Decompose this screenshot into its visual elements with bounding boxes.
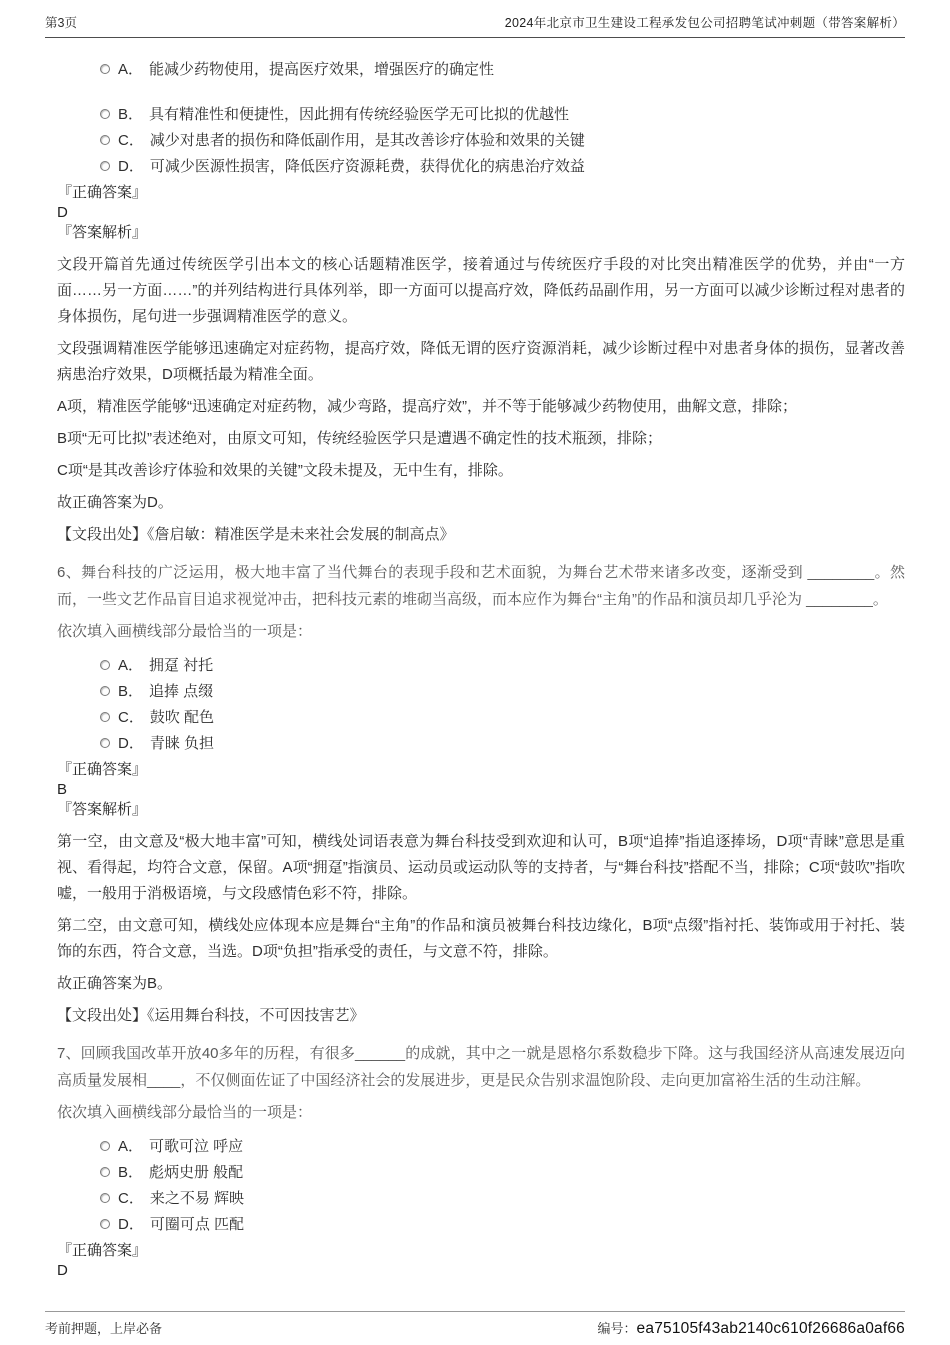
option-text: 来之不易 辉映 bbox=[149, 1189, 245, 1207]
option-letter: B． bbox=[118, 105, 144, 123]
question-6-options bbox=[57, 651, 905, 755]
correct-answer-label: 『正确答案』 bbox=[57, 761, 148, 778]
footer-number bbox=[598, 1318, 905, 1338]
option-radio[interactable] bbox=[100, 1219, 110, 1229]
option-text: 追捧 点缀 bbox=[149, 682, 214, 700]
option-letter: C． bbox=[118, 1189, 144, 1207]
option-text: 青睐 负担 bbox=[149, 734, 215, 752]
q7-option-c-row[interactable] bbox=[57, 1184, 905, 1210]
option-letter: B． bbox=[118, 682, 144, 700]
option-letter: C． bbox=[118, 131, 144, 149]
page-content bbox=[45, 55, 905, 1281]
q6-option-c-row[interactable] bbox=[57, 703, 905, 729]
q6-answer-block bbox=[57, 760, 905, 820]
option-text: 可歌可泣 呼应 bbox=[149, 1137, 244, 1155]
option-letter: B． bbox=[118, 1163, 144, 1181]
q7-option-a-row[interactable] bbox=[57, 1132, 905, 1158]
q5-analysis-paragraph-3: A项，精准医学能够“迅速确定对症药物，减少弯路，提高疗效”，并不等于能够减少药物使用，曲解文意，排除； bbox=[57, 398, 798, 415]
q5-option-d-row[interactable] bbox=[57, 152, 905, 178]
q5-option-c-row[interactable] bbox=[57, 126, 905, 152]
q7-answer-block bbox=[57, 1241, 905, 1281]
q7-option-d-row[interactable] bbox=[57, 1210, 905, 1236]
q6-option-d-row[interactable] bbox=[57, 729, 905, 755]
footer-number-value: ea75105f43ab2140c610f26686a0af66 bbox=[636, 1320, 905, 1337]
document-title: 2024年北京市卫生建设工程承发包公司招聘笔试冲刺题（带答案解析） bbox=[504, 16, 905, 30]
option-radio[interactable] bbox=[100, 660, 110, 670]
option-letter: D． bbox=[118, 1215, 144, 1233]
option-letter: A． bbox=[118, 1137, 144, 1155]
option-letter: C． bbox=[118, 708, 144, 726]
option-letter: D． bbox=[118, 734, 144, 752]
q6-option-b-row[interactable] bbox=[57, 677, 905, 703]
option-letter: D． bbox=[118, 157, 144, 175]
option-radio[interactable] bbox=[100, 64, 110, 74]
option-text: 可圈可点 匹配 bbox=[149, 1215, 245, 1233]
q5-analysis-paragraph-4: B项“无可比拟”表述绝对，由原文可知，传统经验医学只是遭遇不确定性的技术瓶颈，排除； bbox=[57, 430, 662, 447]
q5-correct-answer-value: D bbox=[57, 204, 68, 221]
option-letter: A． bbox=[118, 60, 144, 78]
q6-source-line: 【文段出处】《运用舞台科技，不可因技害艺》 bbox=[57, 1007, 365, 1024]
footer-slogan: 考前押题，上岸必备 bbox=[45, 1321, 163, 1336]
q5-conclusion: 故正确答案为D。 bbox=[57, 494, 173, 511]
page-header bbox=[45, 0, 905, 38]
option-radio[interactable] bbox=[100, 738, 110, 748]
q7-fill-prompt: 依次填入画横线部分最恰当的一项是： bbox=[57, 1104, 313, 1121]
q5-analysis-paragraph-1: 文段开篇首先通过传统医学引出本文的核心话题精准医学，接着通过与传统医疗手段的对比突出精准医学的优势，并由“一方面……另一方面……”的并列结构进行具体列举，即一方面可以提高疗效，降低药品副作用，另一方面可以减少诊断过程对患者的身体损伤，尾句进一步强调精准医学的意义。 bbox=[57, 256, 905, 325]
q6-conclusion: 故正确答案为B。 bbox=[57, 975, 173, 992]
option-radio[interactable] bbox=[100, 712, 110, 722]
q7-option-b-row[interactable] bbox=[57, 1158, 905, 1184]
q5-analysis-paragraph-5: C项“是其改善诊疗体验和效果的关键”文段未提及，无中生有，排除。 bbox=[57, 462, 513, 479]
option-radio[interactable] bbox=[100, 1193, 110, 1203]
option-text: 可减少医源性损害，降低医疗资源耗费，获得优化的病患治疗效益 bbox=[149, 157, 585, 175]
question-5-options bbox=[57, 55, 905, 178]
question-6-stem: 6、舞台科技的广泛运用，极大地丰富了当代舞台的表现手段和艺术面貌，为舞台艺术带来诸多改变，逐渐受到 ________。然而，一些文艺作品盲目追求视觉冲击，把科技元素的堆砌当高级，而本应作为舞台“主角”的作品和演员却几乎沦为 ________。 bbox=[57, 564, 905, 608]
q5-source-line: 【文段出处】《詹启敏：精准医学是未来社会发展的制高点》 bbox=[57, 526, 455, 543]
q6-correct-answer-value: B bbox=[57, 781, 68, 798]
answer-analysis-label: 『答案解析』 bbox=[57, 801, 148, 818]
option-radio[interactable] bbox=[100, 135, 110, 145]
option-letter: A． bbox=[118, 656, 144, 674]
option-radio[interactable] bbox=[100, 1141, 110, 1151]
option-radio[interactable] bbox=[100, 686, 110, 696]
header-page-number: 第3页 bbox=[45, 16, 77, 30]
option-text: 彪炳史册 般配 bbox=[149, 1163, 244, 1181]
q6-fill-prompt: 依次填入画横线部分最恰当的一项是： bbox=[57, 623, 313, 640]
answer-analysis-label: 『答案解析』 bbox=[57, 224, 148, 241]
option-text: 拥趸 衬托 bbox=[149, 656, 214, 674]
q6-option-a-row[interactable] bbox=[57, 651, 905, 677]
q7-correct-answer-value: D bbox=[57, 1262, 68, 1279]
q5-answer-block bbox=[57, 183, 905, 243]
option-text: 减少对患者的损伤和降低副作用，是其改善诊疗体验和效果的关键 bbox=[149, 131, 585, 149]
option-radio[interactable] bbox=[100, 161, 110, 171]
option-radio[interactable] bbox=[100, 1167, 110, 1177]
option-text: 鼓吹 配色 bbox=[149, 708, 215, 726]
option-text: 具有精准性和便捷性，因此拥有传统经验医学无可比拟的优越性 bbox=[149, 105, 570, 123]
q6-analysis-paragraph-2: 第二空，由文意可知，横线处应体现本应是舞台“主角”的作品和演员被舞台科技边缘化，B项“点缀”指衬托、装饰或用于衬托、装饰的东西，符合文意，当选。D项“负担”指承受的责任，与文意不符，排除。 bbox=[57, 917, 905, 960]
correct-answer-label: 『正确答案』 bbox=[57, 184, 148, 201]
page-footer bbox=[45, 1311, 905, 1338]
q5-option-a-row[interactable] bbox=[57, 55, 905, 81]
q5-option-b-row[interactable] bbox=[57, 100, 905, 126]
correct-answer-label: 『正确答案』 bbox=[57, 1242, 148, 1259]
option-text: 能减少药物使用，提高医疗效果，增强医疗的确定性 bbox=[149, 60, 495, 78]
option-radio[interactable] bbox=[100, 109, 110, 119]
question-7-stem: 7、回顾我国改革开放40多年的历程，有很多______的成就，其中之一就是恩格尔系数稳步下降。这与我国经济从高速发展迈向高质量发展相____，不仅侧面佐证了中国经济社会的发展进步，更是民众告别求温饱阶段、走向更加富裕生活的生动注解。 bbox=[57, 1045, 905, 1089]
q5-analysis-paragraph-2: 文段强调精准医学能够迅速确定对症药物，提高疗效，降低无谓的医疗资源消耗，减少诊断过程中对患者身体的损伤，显著改善病患治疗效果，D项概括最为精准全面。 bbox=[57, 340, 905, 383]
q6-analysis-paragraph-1: 第一空，由文意及“极大地丰富”可知，横线处词语表意为舞台科技受到欢迎和认可，B项“追捧”指追逐捧场，D项“青睐”意思是重视、看得起，均符合文意，保留。A项“拥趸”指演员、运动员或运动队等的支持者，与“舞台科技”搭配不当，排除；C项“鼓吹”指吹嘘，一般用于消极语境，与文段感情色彩不符，排除。 bbox=[57, 833, 905, 902]
footer-number-label: 编号： bbox=[597, 1321, 637, 1336]
question-7-options bbox=[57, 1132, 905, 1236]
